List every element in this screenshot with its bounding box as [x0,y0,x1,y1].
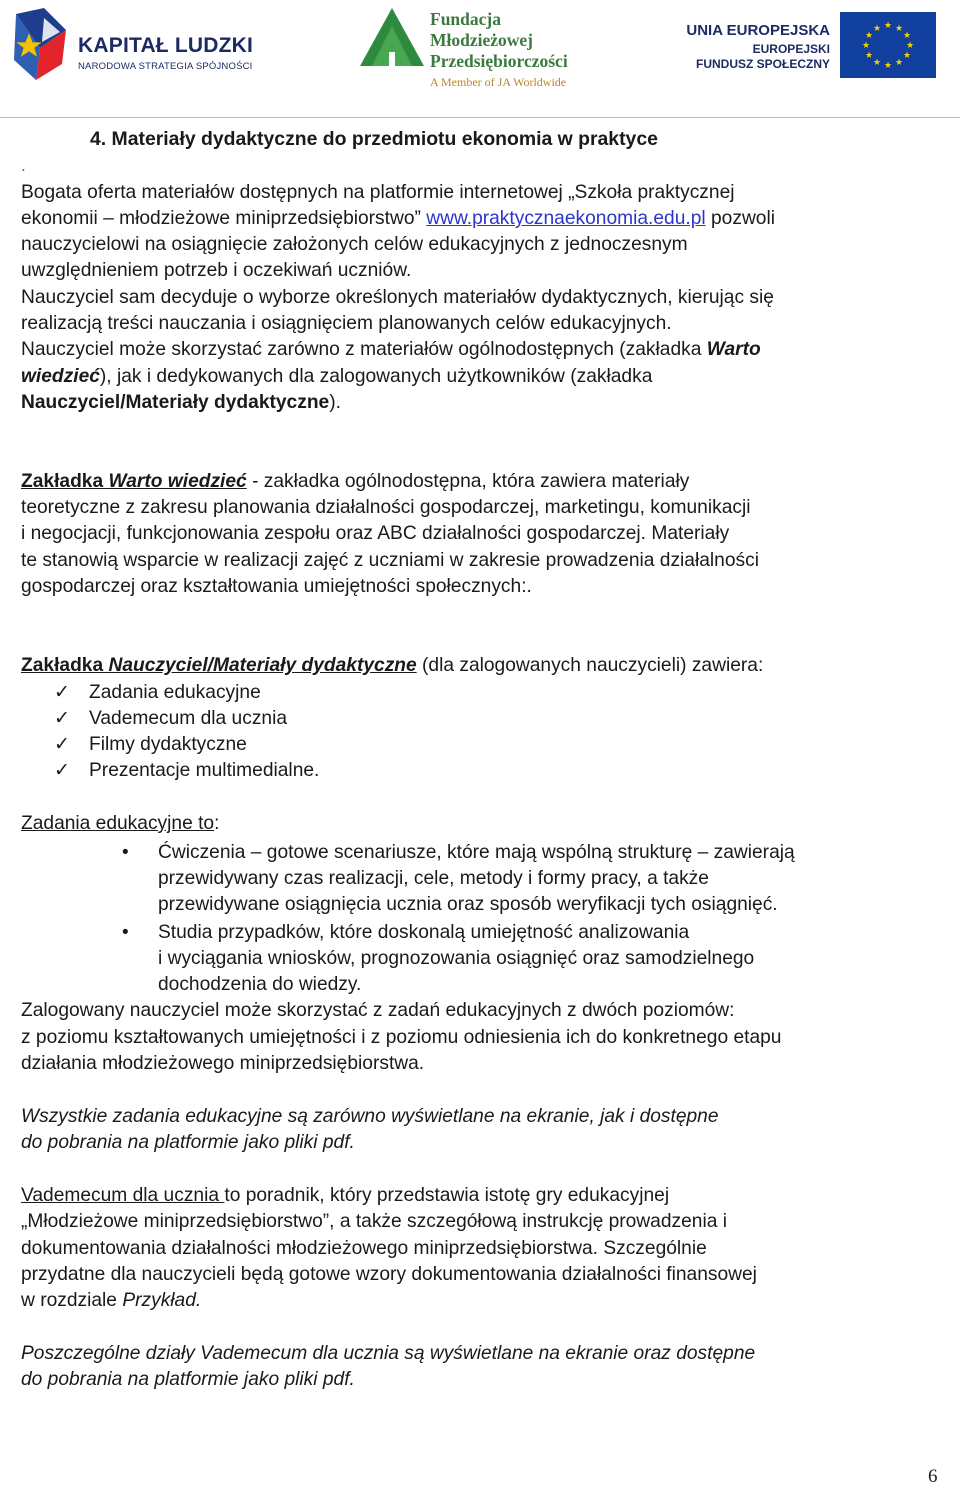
svg-text:★: ★ [861,41,871,51]
p1-line9-end: ). [329,392,341,413]
svg-text:★: ★ [872,58,882,68]
svg-text:★: ★ [894,58,904,68]
bullet-icon: • [122,842,129,863]
list-item: Filmy dydaktyczne [89,734,247,755]
p5-line1: Wszystkie zadania edukacyjne są zarówno wyświetlane na ekranie, jak i dostępne [21,1106,719,1127]
p7-line1: Poszczególne działy Vademecum dla ucznia są wyświetlane na ekranie oraz dostępne [21,1343,756,1364]
p6-line4: przydatne dla nauczycieli będą gotowe wzory dokumentowania działalności finansowej [21,1264,757,1285]
p1-line7-text: Nauczyciel może skorzystać zarówno z materiałów ogólnodostępnych (zakładka [21,339,707,360]
p2-line3: i negocjacji, funkcjonowania zespołu oraz ABC działalności gospodarczej. Materiały [21,523,730,544]
p1-line9 [21,390,341,416]
p3-tab-name: Nauczyciel/Materiały dydaktyczne [108,655,417,676]
p1-line6: realizacją treści nauczania i osiągnięciem planowanych celów edukacyjnych. [21,313,672,334]
list-item: Prezentacje multimedialne. [89,760,320,781]
p6-line2: „Młodzieżowe miniprzedsiębiorstwo”, a także szczegółową instrukcję prowadzenia i [21,1211,727,1232]
fundacja-line3: Przedsiębiorczości [430,51,568,71]
p7-line2: do pobrania na platformie jako pliki pdf. [21,1369,355,1390]
bullet1-line3: przewidywane osiągnięcia ucznia oraz sposób weryfikacji tych osiągnięć. [158,894,778,915]
list-item: Vademecum dla ucznia [89,708,288,729]
ue-logo [686,12,938,80]
page-header [0,0,960,118]
p2-line1-text: - zakładka ogólnodostępna, która zawiera materiały [246,471,690,492]
svg-text:★: ★ [905,41,915,51]
svg-text:★: ★ [872,24,882,34]
tree-icon [356,6,426,68]
svg-text:★: ★ [883,21,893,31]
svg-text:★: ★ [864,51,874,61]
p3-line1 [21,653,763,679]
svg-text:★: ★ [883,61,893,71]
p5-line2: do pobrania na platformie jako pliki pdf. [21,1132,355,1153]
bullet-icon: • [122,922,129,943]
bullet2-line2: i wyciągania wniosków, prognozowania osiągnięć oraz samodzielnego [158,948,755,969]
ue-line1: UNIA EUROPEJSKA [686,22,830,39]
p1-line2-text: ekonomii – młodzieżowe miniprzedsiębiorstwo” [21,208,427,229]
eu-flag-icon [840,12,936,78]
list-item: Zadania edukacyjne [89,682,261,703]
p4-colon: : [214,813,220,834]
p4-line2: z poziomu kształtowanych umiejętności i z poziomu odniesienia ich do konkretnego etapu [21,1027,782,1048]
fundacja-line2: Młodzieżowej [430,30,534,50]
svg-text:★: ★ [902,51,912,61]
kapital-ludzki-title: KAPITAŁ LUDZKI [78,34,254,57]
p6-line3: dokumentowania działalności młodzieżowego miniprzedsiębiorstwa. Szczególnie [21,1238,707,1259]
bullet1-line2: przewidywany czas realizacji, cele, metody i formy pracy, a także [158,868,709,889]
przyklad-word: Przykład. [122,1290,202,1311]
p2-line5: gospodarczej oraz kształtowania umiejętności społecznych:. [21,576,532,597]
p1-line2 [21,206,775,232]
ue-line3: FUNDUSZ SPOŁECZNY [695,57,830,71]
kapital-ludzki-logo [14,8,254,84]
bullet1-line1: Ćwiczenia – gotowe scenariusze, które mają wspólną strukturę – zawierają [158,842,795,863]
p1-line5: Nauczyciel sam decyduje o wyborze określonych materiałów dydaktycznych, kierując się [21,287,774,308]
platform-link[interactable]: www.praktycznaekonomia.edu.pl [426,208,706,229]
p4-line3: działania młodzieżowego miniprzedsiębiorstwa. [21,1053,425,1074]
check-icon: ✓ [54,760,70,781]
wiedziec-word: wiedzieć [21,366,100,387]
fundacja-line1: Fundacja [430,9,501,29]
p2-line2: teoretyczne z zakresu planowania działalności gospodarczej, marketingu, komunikacji [21,497,751,518]
p6-line5-text: w rozdziale [21,1290,123,1311]
svg-text:★: ★ [864,31,874,41]
ue-line2: EUROPEJSKI [752,42,830,56]
p6-line1 [21,1183,669,1209]
p1-line4: uwzględnieniem potrzeb i oczekiwań uczniów. [21,260,412,281]
p4-line1: Zalogowany nauczyciel może skorzystać z zadań edukacyjnych z dwóch poziomów: [21,1000,735,1021]
p2-line1 [21,469,689,495]
p1-line7 [21,337,761,363]
p2-tab-label: Zakładka [21,471,109,492]
p1-line3: nauczycielowi na osiągnięcie założonych celów edukacyjnych z jednoczesnym [21,234,688,255]
page-number: 6 [928,1466,938,1487]
p4-title [21,811,219,837]
check-icon: ✓ [54,708,70,729]
p2-tab-name: Warto wiedzieć [108,471,247,492]
svg-text:★: ★ [894,24,904,34]
section-heading: 4. Materiały dydaktyczne do przedmiotu ekonomia w praktyce [90,128,658,150]
p6-line5 [21,1288,201,1314]
p1-line2-end: pozwoli [705,208,775,229]
tab-name-bold: Nauczyciel/Materiały dydaktyczne [21,392,330,413]
fundacja-logo [356,6,596,96]
warto-word: Warto [706,339,761,360]
p6-title: Vademecum dla ucznia [21,1185,225,1206]
p3-tab-label: Zakładka [21,655,109,676]
check-icon: ✓ [54,682,70,703]
p1-line8-text: ), jak i dedykowanych dla zalogowanych użytkowników (zakładka [99,366,653,387]
red-marker: . [21,156,26,175]
p4-title-text: Zadania edukacyjne to [21,813,215,834]
fundacja-member: A Member of JA Worldwide [430,75,567,89]
check-icon: ✓ [54,734,70,755]
p3-line1-text: (dla zalogowanych nauczycieli) zawiera: [416,655,764,676]
p1-line1: Bogata oferta materiałów dostępnych na platformie internetowej „Szkoła praktycznej [21,182,735,203]
bullet2-line3: dochodzenia do wiedzy. [158,974,362,995]
p2-line4: te stanowią wsparcie w realizacji zajęć z uczniami w zakresie prowadzenia działalności [21,550,759,571]
header-divider [0,117,960,118]
p6-line1-text: to poradnik, który przedstawia istotę gry edukacyjnej [224,1185,670,1206]
svg-text:★: ★ [902,31,912,41]
p1-line8 [21,364,652,390]
kapital-ludzki-emblem-icon [14,8,72,84]
kapital-ludzki-subtitle: NARODOWA STRATEGIA SPÓJNOŚCI [78,61,253,72]
bullet2-line1: Studia przypadków, które doskonalą umiejętność analizowania [158,922,690,943]
